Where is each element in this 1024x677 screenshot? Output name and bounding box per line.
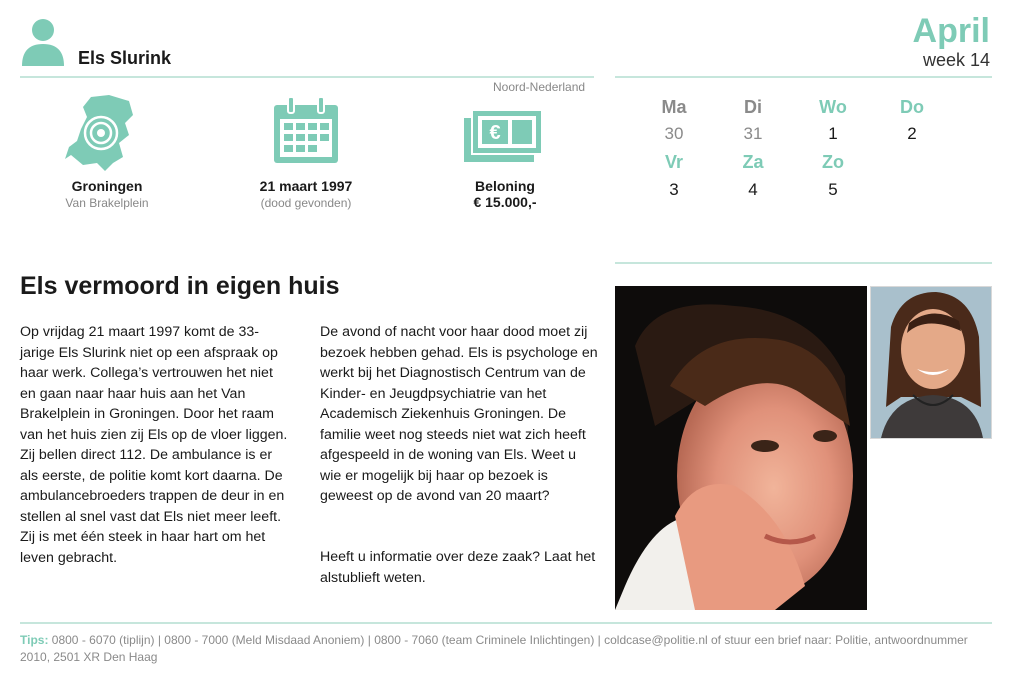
location-subtitle: Van Brakelplein <box>65 196 149 210</box>
location-title: Groningen <box>71 178 143 194</box>
cal-day-label-di: Di <box>744 97 762 117</box>
article-title: Els vermoord in eigen huis <box>20 272 340 300</box>
cal-day-num-di: 31 <box>743 124 763 143</box>
cal-day-label-za: Za <box>742 152 764 172</box>
tips-label: Tips: <box>20 633 49 647</box>
cal-day-num-do: 2 <box>907 124 917 143</box>
cal-day-label-do: Do <box>900 97 924 117</box>
tips-text: 0800 - 6070 (tiplijn) | 0800 - 7000 (Meld Misdaad Anoniem) | 0800 - 7060 (team Criminele Inlichtingen) | coldcase@politie.nl of stuur een brief naar: Politie, antwoordnummer 2010, 2501 XR Den Haag <box>20 633 968 664</box>
calendar-icon <box>272 95 340 165</box>
header-rule-right <box>615 76 992 78</box>
article-column-1: Op vrijdag 21 maart 1997 komt de 33-jarige Els Slurink niet op een afspraak op haar werk. Collega’s vertrouwen het niet en gaan naar haar huis aan het Van Brakelplein in Groningen. Door het raam van het huis zien zij Els op de vloer liggen. Zij bellen direct 112. De ambulance is er als eerste, de politie komt kort daarna. De ambulancebroeders trappen de deur in en stellen al snel vast dat Els niet meer leeft. Zij is met één steek in haar hart om het leven gebracht. <box>20 324 288 566</box>
header-rule-left <box>20 76 594 78</box>
tips-footer <box>20 632 1000 666</box>
article-column-2-part-1: De avond of nacht voor haar dood moet zij bezoek hebben gehad. Els is psychologe en werkt bij het Diagnostisch Centrum van de Kinder- en Jeugdpsychiatrie van het Academisch Ziekenhuis Groningen. De familie weet nog steeds niet wat zich heeft afgespeeld in de woning van Els. Weet u wie er mogelijk bij haar op bezoek is geweest op de avond van 20 maart? <box>320 324 598 504</box>
cal-day-label-wo: Wo <box>819 97 847 117</box>
netherlands-map-icon <box>63 93 135 173</box>
region-label: Noord-Nederland <box>493 80 586 94</box>
article-column-2-part-2: Heeft u informatie over deze zaak? Laat het alstublieft weten. <box>320 549 596 586</box>
fact-location <box>27 178 187 210</box>
person-name: Els Slurink <box>78 48 172 68</box>
week-label: week 14 <box>922 50 990 70</box>
cal-day-label-vr: Vr <box>664 152 684 172</box>
cal-day-label-zo: Zo <box>822 152 844 172</box>
reward-amount: € 15.000,- <box>473 194 537 210</box>
date-title: 21 maart 1997 <box>259 178 353 194</box>
fact-date <box>226 178 386 210</box>
month-label: April <box>912 12 990 50</box>
victim-photo-large <box>615 286 867 610</box>
cal-day-num-za: 4 <box>748 180 758 199</box>
cal-day-num-wo: 1 <box>828 124 838 143</box>
victim-photo-small <box>870 286 992 439</box>
fact-reward <box>425 178 585 210</box>
calendar-bottom-rule <box>615 262 992 264</box>
cal-day-num-ma: 30 <box>664 124 684 143</box>
person-icon <box>20 16 66 66</box>
cal-day-label-ma: Ma <box>661 97 687 117</box>
cal-day-num-vr: 3 <box>669 180 679 199</box>
reward-title: Beloning <box>475 178 535 194</box>
svg-text:€: € <box>489 122 501 144</box>
date-subtitle: (dood gevonden) <box>260 196 352 210</box>
money-icon <box>462 108 544 164</box>
cal-day-num-zo: 5 <box>828 180 838 199</box>
footer-rule <box>20 622 992 624</box>
